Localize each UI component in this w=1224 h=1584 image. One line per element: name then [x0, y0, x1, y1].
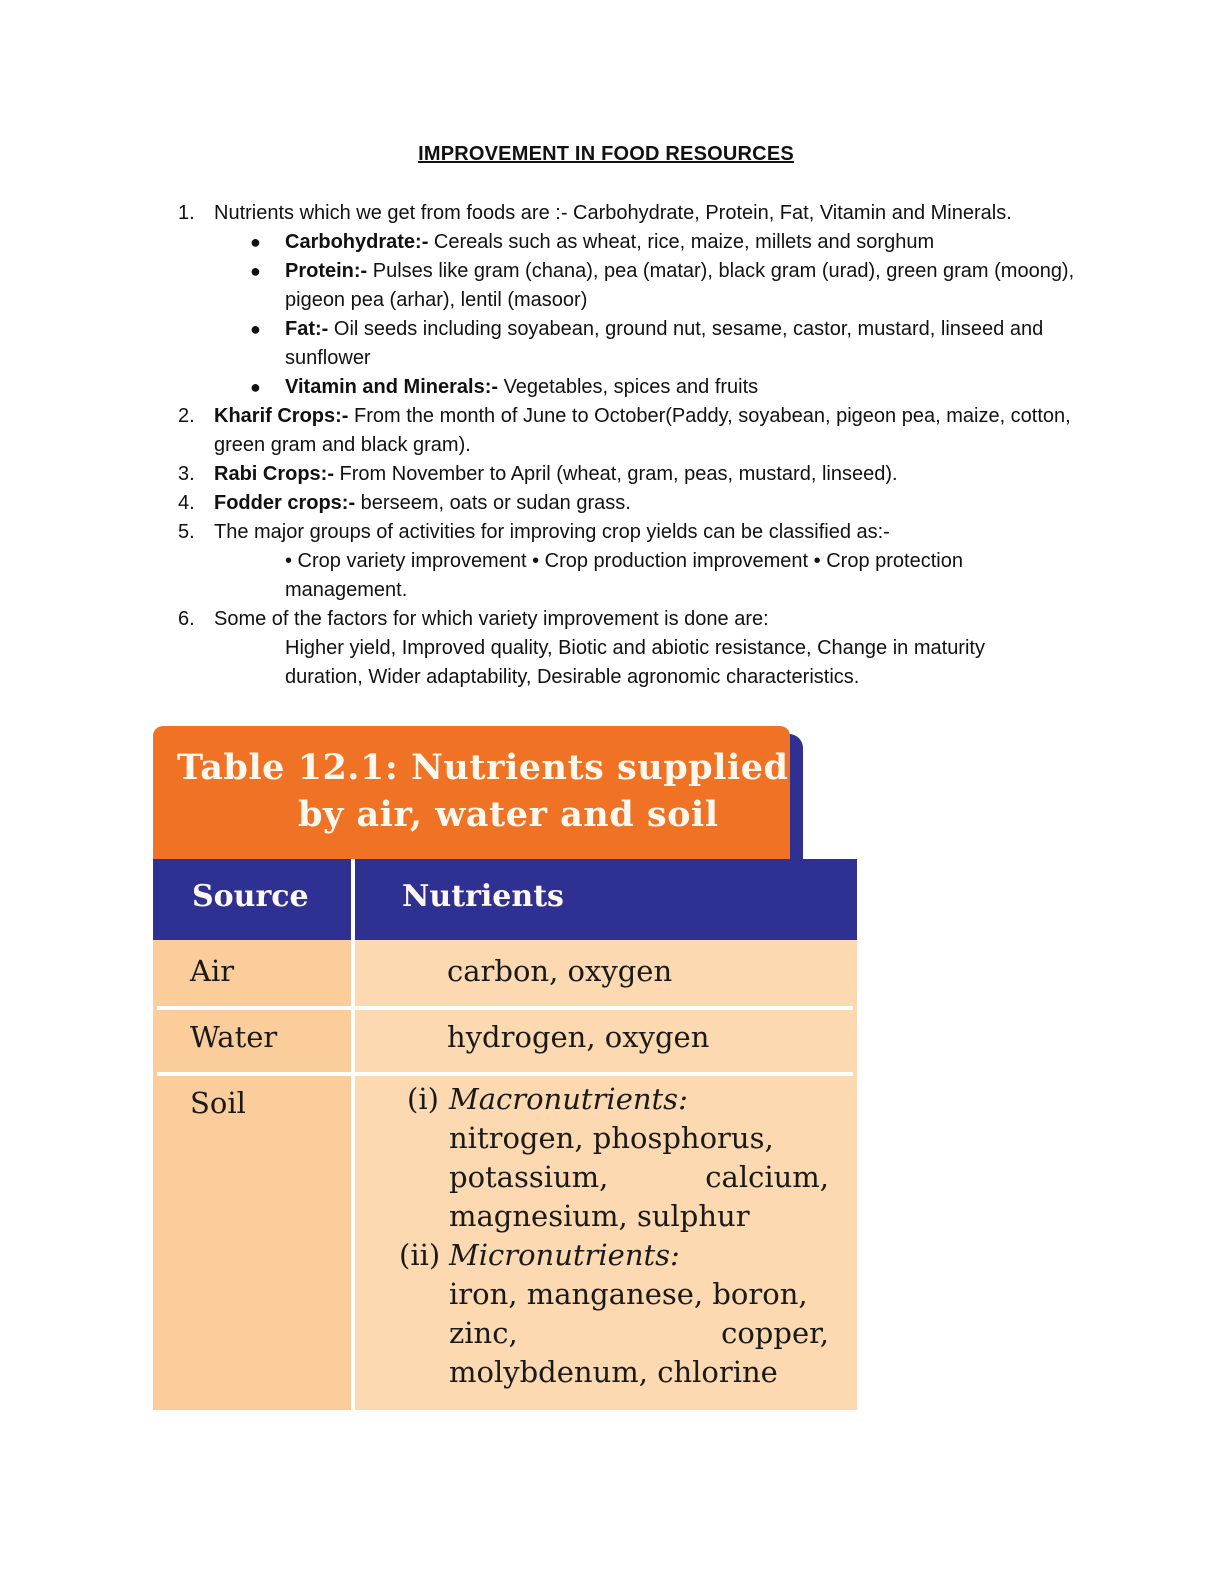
item-number: 2. [178, 405, 195, 427]
bullet-icon: ● [250, 319, 261, 339]
source-water: Water [190, 1020, 278, 1054]
nutrient-label: Carbohydrate:- [285, 231, 429, 253]
row-divider [157, 1072, 853, 1076]
bullet-icon: ● [250, 377, 261, 397]
list-item-3 [0, 460, 1224, 489]
micro-line-3: molybdenum, chlorine [449, 1355, 778, 1389]
nutrients-air: carbon, oxygen [447, 954, 673, 988]
micro-word: zinc, [449, 1316, 518, 1350]
table-caption [153, 726, 790, 859]
item-text: From November to April (wheat, gram, peas, mustard, linseed). [334, 463, 898, 485]
nutrient-label: Fat:- [285, 318, 329, 340]
nutrient-text: Vegetables, spices and fruits [498, 376, 759, 398]
source-soil: Soil [190, 1086, 246, 1120]
item-6-detail: Higher yield, Improved quality, Biotic and abiotic resistance, Change in maturity duration, Wider adaptability, Desirable agronomic characteristics. [285, 637, 985, 688]
header-nutrients: Nutrients [402, 879, 564, 914]
macro-line-3: magnesium, sulphur [449, 1199, 750, 1233]
item-text: berseem, oats or sudan grass. [355, 492, 631, 514]
table-body [153, 940, 857, 1410]
notes-list [0, 199, 1224, 692]
item-label: Fodder crops:- [214, 492, 356, 514]
nutrients-soil [399, 1080, 829, 1392]
item-label: Kharif Crops:- [214, 405, 349, 427]
nutrient-protein [0, 257, 1224, 315]
item-text: From the month of June to October(Paddy, soyabean, pigeon pea, maize, cotton, green gram and black gram). [214, 405, 1071, 456]
item-text: Nutrients which we get from foods are :- Carbohydrate, Protein, Fat, Vitamin and Minerals. [214, 202, 1012, 224]
micro-line-2 [449, 1314, 829, 1353]
bullet-icon: ● [250, 232, 261, 252]
nutrient-text: Cereals such as wheat, rice, maize, millets and sorghum [428, 231, 935, 253]
micro-word: copper, [721, 1316, 829, 1350]
micro-label: (ii) [399, 1238, 441, 1272]
item-text: The major groups of activities for improving crop yields can be classified as:- [214, 521, 890, 543]
bullet-icon: ● [250, 261, 261, 281]
nutrients-table [153, 726, 857, 1410]
list-item-2 [0, 402, 1224, 460]
macro-word: potassium, [449, 1160, 609, 1194]
micro-title: Micronutrients: [449, 1238, 680, 1272]
nutrient-text: Oil seeds including soyabean, ground nut, sesame, castor, mustard, linseed and sunflower [285, 318, 1044, 369]
nutrient-label: Vitamin and Minerals:- [285, 376, 499, 398]
list-item-5 [0, 518, 1224, 547]
item-number: 1. [178, 202, 195, 224]
item-number: 5. [178, 521, 195, 543]
nutrient-vitamin-minerals [0, 373, 1224, 402]
macro-word: calcium, [705, 1160, 829, 1194]
column-divider [351, 859, 355, 1410]
item-label: Rabi Crops:- [214, 463, 334, 485]
list-item-6 [0, 605, 1224, 634]
macro-heading [407, 1080, 829, 1119]
item-number: 6. [178, 608, 195, 630]
source-air: Air [190, 954, 235, 988]
item-number: 4. [178, 492, 195, 514]
item-5-detail: • Crop variety improvement • Crop production improvement • Crop protection management. [285, 550, 963, 601]
source-column [153, 940, 351, 1410]
macro-line-2 [449, 1158, 829, 1197]
item-text: Some of the factors for which variety improvement is done are: [214, 608, 769, 630]
item-number: 3. [178, 463, 195, 485]
micro-line-1: iron, manganese, boron, [449, 1277, 808, 1311]
page-title: IMPROVEMENT IN FOOD RESOURCES [418, 143, 794, 165]
row-divider [157, 1006, 853, 1010]
list-item-4 [0, 489, 1224, 518]
macro-title: Macronutrients: [449, 1082, 688, 1116]
nutrient-text: Pulses like gram (chana), pea (matar), black gram (urad), green gram (moong), pigeon pea (arhar), lentil (masoor) [285, 260, 1075, 311]
macro-label: (i) [407, 1082, 439, 1116]
nutrients-water: hydrogen, oxygen [447, 1020, 710, 1054]
table-header [153, 859, 857, 940]
header-source: Source [192, 879, 309, 914]
caption-line-1: Table 12.1: Nutrients supplied [177, 747, 789, 788]
nutrient-label: Protein:- [285, 260, 368, 282]
nutrient-carbohydrate [0, 228, 1224, 257]
macro-line-1: nitrogen, phosphorus, [449, 1121, 774, 1155]
list-item-1 [0, 199, 1224, 228]
nutrient-fat [0, 315, 1224, 373]
caption-line-2: by air, water and soil [298, 794, 719, 835]
micro-heading [399, 1236, 829, 1275]
